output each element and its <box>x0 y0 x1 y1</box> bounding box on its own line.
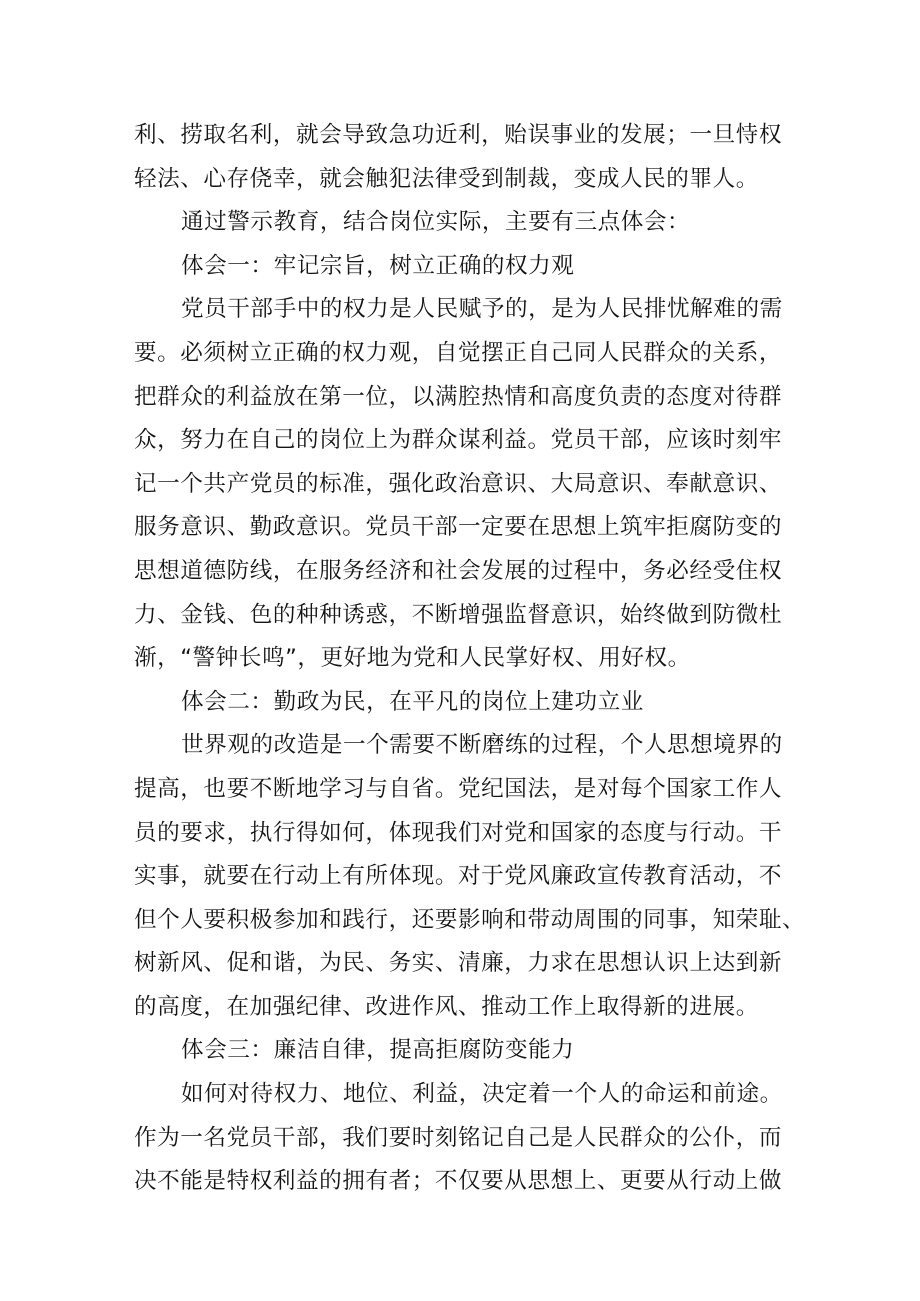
text-line: 思想道德防线，在服务经济和社会发展的过程中，务必经受住权 <box>134 557 783 584</box>
paragraph-line: 通过警示教育，结合岗位实际，主要有三点体会： <box>181 209 691 236</box>
text-line: 提高，也要不断地学习与自省。党纪国法，是对每个国家工作人 <box>134 775 783 802</box>
text-line: 记一个共产党员的标准，强化政治意识、大局意识、奉献意识、 <box>134 470 783 497</box>
document-body <box>134 114 806 1204</box>
paragraph-line: 世界观的改造是一个需要不断磨练的过程，个人思想境界的 <box>181 732 783 759</box>
text-line: 利、捞取名利，就会导致急功近利，贻误事业的发展；一旦恃权 <box>134 122 783 148</box>
text-line: 作为一名党员干部，我们要时刻铭记自己是人民群众的公仆，而 <box>134 1124 783 1151</box>
section-heading-1: 体会一：牢记宗旨，树立正确的权力观 <box>181 252 575 279</box>
text-line: 决不能是特权利益的拥有者；不仅要从思想上、更要从行动上做 <box>134 1168 783 1195</box>
text-line: 力、金钱、色的种种诱惑，不断增强监督意识，始终做到防微杜 <box>134 601 783 628</box>
paragraph-line: 党员干部手中的权力是人民赋予的，是为人民排忧解难的需 <box>181 296 783 323</box>
text-line: 的高度，在加强纪律、改进作风、推动工作上取得新的进展。 <box>134 993 759 1020</box>
text-line: 渐，“警钟长鸣”，更好地为党和人民掌好权、用好权。 <box>134 645 691 672</box>
text-line: 轻法、心存侥幸，就会触犯法律受到制裁，变成人民的罪人。 <box>134 165 759 192</box>
text-line: 要。必须树立正确的权力观，自觉摆正自己同人民群众的关系， <box>134 339 783 366</box>
text-line: 树新风、促和谐，为民、务实、清廉，力求在思想认识上达到新 <box>134 950 783 977</box>
text-line: 众，努力在自己的岗位上为群众谋利益。党员干部，应该时刻牢 <box>134 427 783 454</box>
text-line: 实事，就要在行动上有所体现。对于党风廉政宣传教育活动，不 <box>134 863 783 890</box>
text-line: 把群众的利益放在第一位，以满腔热情和高度负责的态度对待群 <box>134 383 783 410</box>
section-heading-3: 体会三：廉洁自律，提高拒腐防变能力 <box>181 1037 575 1064</box>
section-heading-2: 体会二：勤政为民，在平凡的岗位上建功立业 <box>181 688 644 715</box>
text-line: 但个人要积极参加和践行，还要影响和带动周围的同事，知荣耻、 <box>134 906 806 933</box>
text-line: 员的要求，执行得如何，体现我们对党和国家的态度与行动。干 <box>134 819 783 846</box>
text-line: 服务意识、勤政意识。党员干部一定要在思想上筑牢拒腐防变的 <box>134 514 783 541</box>
paragraph-line: 如何对待权力、地位、利益，决定着一个人的命运和前途。 <box>181 1081 783 1108</box>
